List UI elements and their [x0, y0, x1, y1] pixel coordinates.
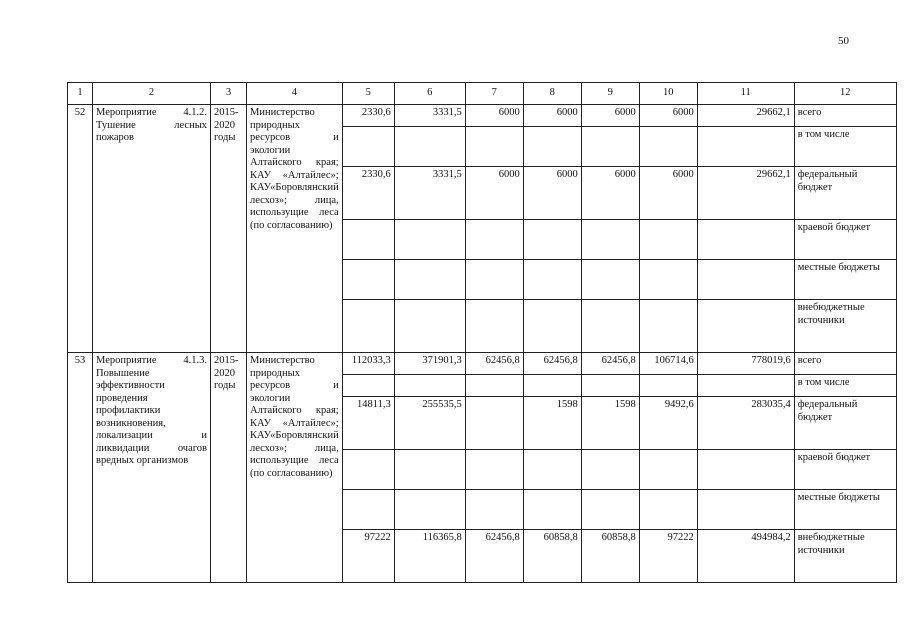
- value-cell: 6000: [523, 167, 581, 220]
- value-cell: 60858,8: [523, 530, 581, 583]
- value-cell: [465, 375, 523, 397]
- value-cell: 29662,1: [697, 105, 794, 127]
- value-cell: 29662,1: [697, 167, 794, 220]
- value-cell: [581, 450, 639, 490]
- executors: Министерство природных ресурсов и экологии Алтайского края; КАУ «Алтайлес»; КАУ«Боровлянский лесхоз»; лица, использущие леса (по согласованию): [247, 105, 343, 353]
- measure-name: Мероприятие 4.1.2. Тушение лесных пожаров: [93, 105, 211, 353]
- value-cell: [523, 450, 581, 490]
- value-cell: [639, 127, 697, 167]
- value-cell: [697, 450, 794, 490]
- value-cell: [523, 260, 581, 300]
- value-cell: [581, 260, 639, 300]
- value-cell: [581, 490, 639, 530]
- value-cell: 2330,6: [342, 105, 394, 127]
- header-cell: 1: [68, 83, 93, 105]
- value-cell: [639, 220, 697, 260]
- value-cell: [394, 490, 465, 530]
- funding-source: внебюджетные источники: [794, 530, 896, 583]
- value-cell: 1598: [581, 397, 639, 450]
- funding-source: местные бюджеты: [794, 490, 896, 530]
- value-cell: 116365,8: [394, 530, 465, 583]
- page-number: 50: [838, 35, 849, 47]
- value-cell: [639, 490, 697, 530]
- value-cell: [581, 220, 639, 260]
- row-number: 52: [68, 105, 93, 353]
- value-cell: 494984,2: [697, 530, 794, 583]
- header-cell: 6: [394, 83, 465, 105]
- value-cell: 6000: [465, 167, 523, 220]
- funding-source: внебюджетные источники: [794, 300, 896, 353]
- table-row: [68, 353, 897, 375]
- value-cell: [697, 490, 794, 530]
- row-number: 53: [68, 353, 93, 583]
- funding-source: краевой бюджет: [794, 220, 896, 260]
- value-cell: [465, 260, 523, 300]
- financing-table: [67, 82, 897, 583]
- value-cell: 1598: [523, 397, 581, 450]
- value-cell: 6000: [465, 105, 523, 127]
- value-cell: [639, 300, 697, 353]
- value-cell: [465, 127, 523, 167]
- value-cell: [523, 300, 581, 353]
- value-cell: [697, 220, 794, 260]
- value-cell: [342, 127, 394, 167]
- period: 2015-2020 годы: [211, 353, 247, 583]
- value-cell: 6000: [581, 105, 639, 127]
- value-cell: [697, 260, 794, 300]
- funding-source: в том числе: [794, 127, 896, 167]
- value-cell: [342, 220, 394, 260]
- value-cell: 3331,5: [394, 105, 465, 127]
- value-cell: 9492,6: [639, 397, 697, 450]
- value-cell: 283035,4: [697, 397, 794, 450]
- table-row: [68, 105, 897, 127]
- value-cell: [581, 300, 639, 353]
- value-cell: 60858,8: [581, 530, 639, 583]
- value-cell: [523, 490, 581, 530]
- value-cell: 6000: [523, 105, 581, 127]
- measure-53: [68, 353, 897, 583]
- header-cell: 12: [794, 83, 896, 105]
- funding-source: федеральный бюджет: [794, 397, 896, 450]
- value-cell: [697, 375, 794, 397]
- value-cell: [342, 450, 394, 490]
- value-cell: 14811,3: [342, 397, 394, 450]
- value-cell: [394, 220, 465, 260]
- value-cell: [581, 127, 639, 167]
- value-cell: 371901,3: [394, 353, 465, 375]
- value-cell: [342, 300, 394, 353]
- value-cell: [394, 260, 465, 300]
- funding-source: краевой бюджет: [794, 450, 896, 490]
- value-cell: [523, 375, 581, 397]
- value-cell: [465, 220, 523, 260]
- value-cell: 3331,5: [394, 167, 465, 220]
- value-cell: [465, 300, 523, 353]
- funding-source: всего: [794, 105, 896, 127]
- measure-name: Мероприятие 4.1.3. Повышение эффективности проведения профилактики возникновения, локализации и ликвидации очагов вредных организмов: [93, 353, 211, 583]
- value-cell: [581, 375, 639, 397]
- period: 2015-2020 годы: [211, 105, 247, 353]
- value-cell: 62456,8: [465, 353, 523, 375]
- header-cell: 11: [697, 83, 794, 105]
- value-cell: 97222: [342, 530, 394, 583]
- funding-source: всего: [794, 353, 896, 375]
- value-cell: [639, 260, 697, 300]
- value-cell: [465, 450, 523, 490]
- value-cell: 97222: [639, 530, 697, 583]
- value-cell: [342, 260, 394, 300]
- header-cell: 5: [342, 83, 394, 105]
- value-cell: [523, 127, 581, 167]
- value-cell: 778019,6: [697, 353, 794, 375]
- value-cell: [639, 450, 697, 490]
- value-cell: 62456,8: [523, 353, 581, 375]
- value-cell: 2330,6: [342, 167, 394, 220]
- header-cell: 4: [247, 83, 343, 105]
- value-cell: [394, 375, 465, 397]
- header-cell: 7: [465, 83, 523, 105]
- value-cell: 6000: [639, 105, 697, 127]
- header-cell: 10: [639, 83, 697, 105]
- value-cell: 106714,6: [639, 353, 697, 375]
- value-cell: [394, 450, 465, 490]
- value-cell: 255535,5: [394, 397, 465, 450]
- value-cell: [697, 300, 794, 353]
- value-cell: [394, 127, 465, 167]
- value-cell: [639, 375, 697, 397]
- value-cell: [465, 397, 523, 450]
- value-cell: 62456,8: [465, 530, 523, 583]
- measure-52: [68, 105, 897, 353]
- value-cell: [697, 127, 794, 167]
- value-cell: 112033,3: [342, 353, 394, 375]
- executors: Министерство природных ресурсов и экологии Алтайского края; КАУ «Алтайлес»; КАУ«Боровлянский лесхоз»; лица, использущие леса (по согласованию): [247, 353, 343, 583]
- funding-source: федеральный бюджет: [794, 167, 896, 220]
- header-cell: 8: [523, 83, 581, 105]
- value-cell: [342, 375, 394, 397]
- value-cell: [394, 300, 465, 353]
- value-cell: 62456,8: [581, 353, 639, 375]
- header-cell: 3: [211, 83, 247, 105]
- value-cell: 6000: [639, 167, 697, 220]
- value-cell: [523, 220, 581, 260]
- value-cell: [465, 490, 523, 530]
- funding-source: в том числе: [794, 375, 896, 397]
- header-row: [68, 83, 897, 105]
- header-cell: 2: [93, 83, 211, 105]
- value-cell: 6000: [581, 167, 639, 220]
- funding-source: местные бюджеты: [794, 260, 896, 300]
- value-cell: [342, 490, 394, 530]
- header-cell: 9: [581, 83, 639, 105]
